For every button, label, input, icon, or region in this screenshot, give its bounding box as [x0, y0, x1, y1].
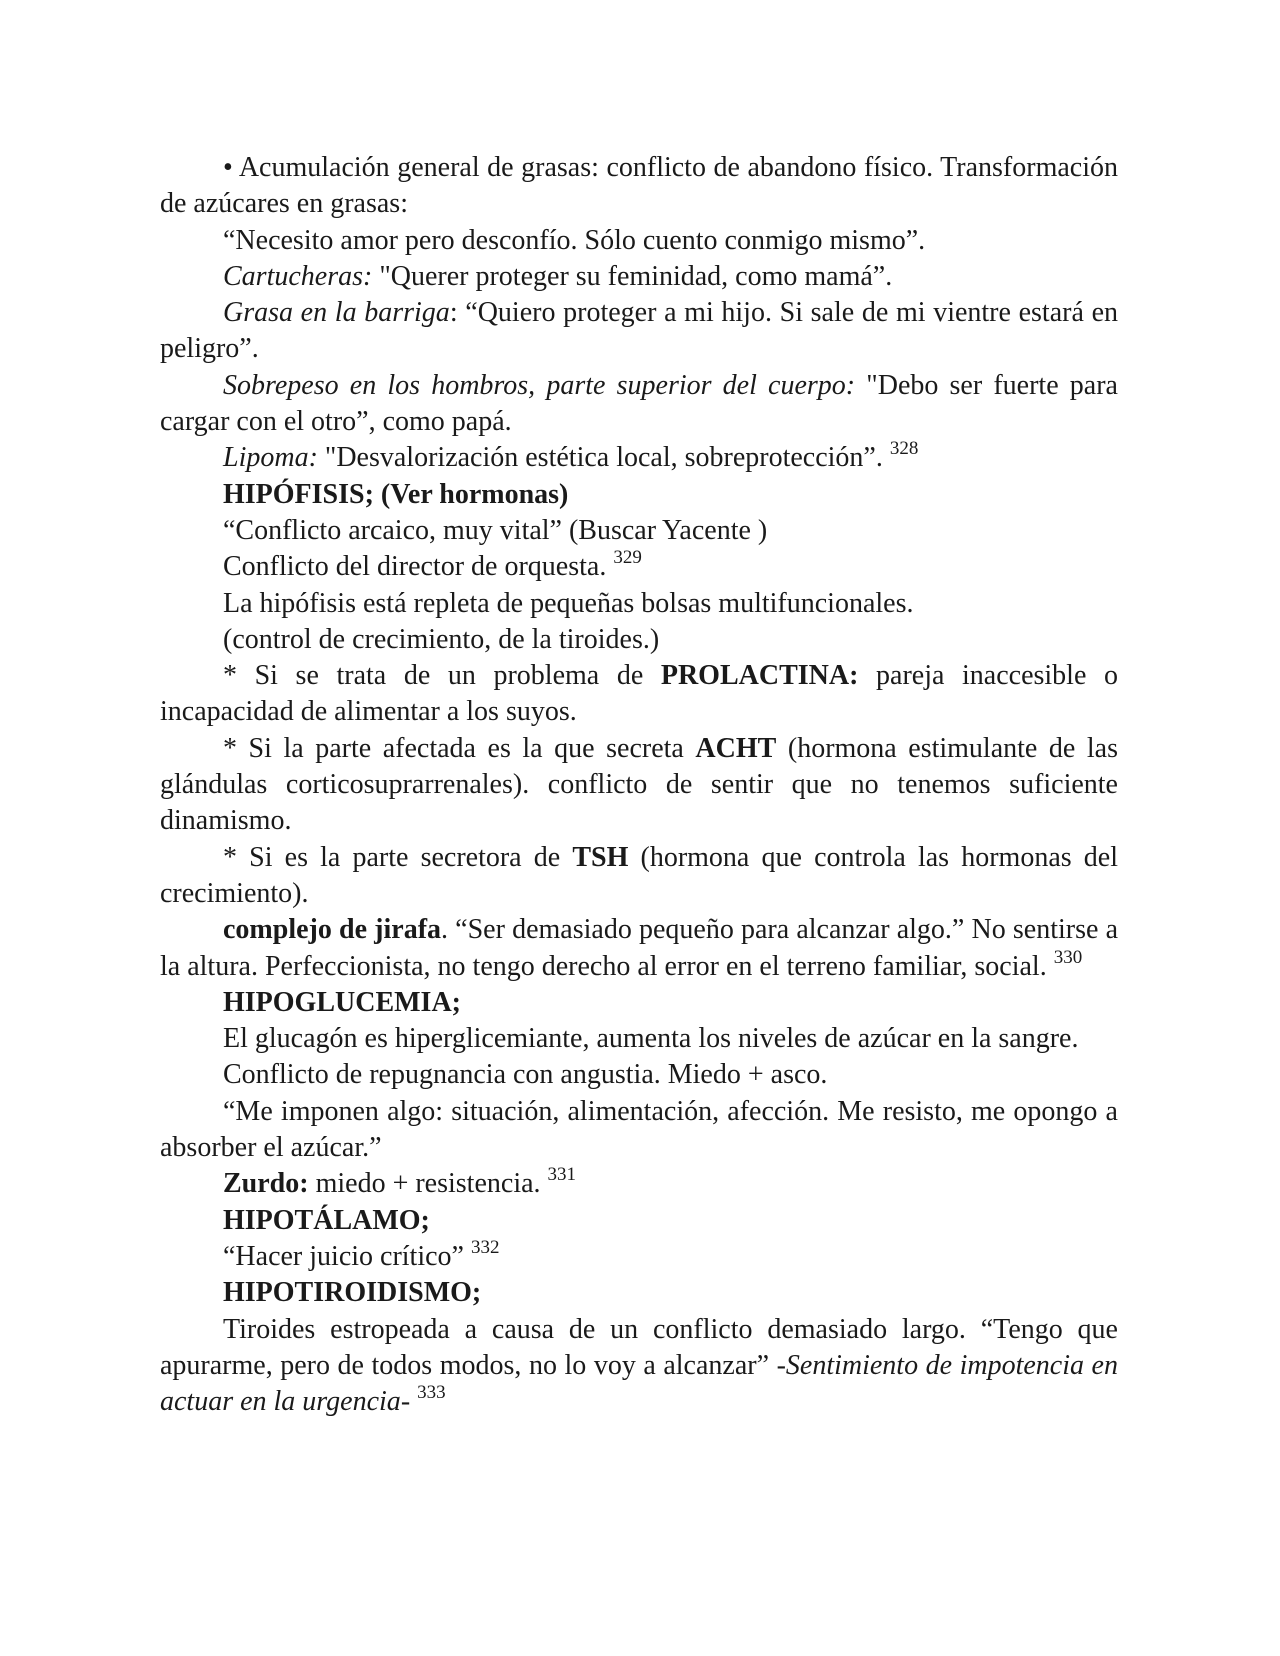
- heading-text: HIPOGLUCEMIA;: [223, 986, 461, 1018]
- term-hombros: Sobrepeso en los hombros, parte superior del cuerpo:: [223, 369, 856, 401]
- footnote-ref: 332: [470, 1236, 500, 1258]
- heading-hipotiroidismo: [160, 1275, 1118, 1311]
- text-post: (hormona estimulante de las glándulas corticosuprarrenales). conflicto de sentir que no tenemos suficiente dinamismo.: [160, 732, 1118, 837]
- text-cartucheras: "Querer proteger su feminidad, como mamá”.: [372, 260, 893, 292]
- text-post: . “Ser demasiado pequeño para alcanzar algo.” No sentirse a la altura. Perfeccionista, no tengo derecho al error en el terreno familiar, social.: [160, 914, 1118, 982]
- footnote-ref: 333: [417, 1382, 446, 1404]
- paragraph-imponen: “Me imponen algo: situación, alimentación, afección. Me resisto, me opongo a absorber el azúcar.”: [160, 1095, 1118, 1164]
- footnote-ref: 330: [1053, 946, 1083, 968]
- term-prolactina: PROLACTINA:: [660, 660, 859, 692]
- paragraph-quote-amor: “Necesito amor pero desconfío. Sólo cuento conmigo mismo”.: [223, 224, 926, 256]
- heading-hipoglucemia: [160, 985, 1118, 1021]
- paragraph-jirafa: [160, 912, 1118, 985]
- text-post: (hormona que controla las hormonas del crecimiento).: [160, 841, 1118, 909]
- text-post: miedo + resistencia.: [308, 1168, 548, 1200]
- heading-hipofisis: [160, 477, 1118, 513]
- paragraph-juicio-critico: [160, 1236, 1118, 1275]
- paragraph-conflicto-arcaico: “Conflicto arcaico, muy vital” (Buscar Yacente ): [223, 514, 768, 546]
- term-jirafa: complejo de jirafa: [223, 914, 442, 946]
- footnote-ref: 329: [613, 547, 642, 569]
- term-lipoma: Lipoma:: [223, 442, 318, 474]
- paragraph-cartucheras: [160, 259, 1118, 295]
- text-pre: * Si se trata de un problema de: [223, 660, 661, 692]
- text-pre: * Si la parte afectada es la que secreta: [223, 732, 696, 764]
- footnote-ref: 331: [547, 1164, 577, 1186]
- text-hombros: "Debo ser fuerte para cargar con el otro”, como papá.: [160, 369, 1118, 438]
- term-acht: ACHT: [695, 732, 777, 764]
- paragraph-tiroides: [160, 1312, 1118, 1421]
- text-pre: * Si es la parte secretora de: [223, 841, 573, 873]
- text-lipoma: "Desvalorización estética local, sobreprotección”.: [317, 442, 890, 474]
- paragraph-barriga: [160, 295, 1118, 368]
- heading-text: HIPOTÁLAMO;: [223, 1204, 430, 1236]
- footnote-ref: 328: [889, 438, 919, 460]
- heading-text: HIPOTIROIDISMO;: [223, 1277, 482, 1309]
- paragraph-tsh: [160, 840, 1118, 913]
- term-zurdo: Zurdo:: [223, 1168, 309, 1200]
- heading-text: HIPÓFISIS; (Ver hormonas): [223, 478, 569, 510]
- term-impotencia: Sentimiento de impotencia en actuar en la urgencia: [160, 1349, 1118, 1418]
- document-page: [160, 150, 1118, 1420]
- paragraph-zurdo: [160, 1166, 1118, 1202]
- paragraph-bolsas: La hipófisis está repleta de pequeñas bolsas multifuncionales.: [223, 587, 914, 619]
- term-barriga: Grasa en la barriga: [223, 297, 450, 329]
- text-pre: Tiroides estropeada a causa de un conflicto demasiado largo. “Tengo que apurarme, pero de todos modos, no lo voy a alcanzar” -: [160, 1313, 1118, 1381]
- text-juicio: “Hacer juicio crítico”: [223, 1240, 471, 1272]
- paragraph-hombros: [160, 368, 1118, 441]
- text-director: Conflicto del director de orquesta.: [223, 551, 614, 583]
- paragraph-control-crecimiento: (control de crecimiento, de la tiroides.): [223, 623, 660, 655]
- paragraph-repugnancia: Conflicto de repugnancia con angustia. Miedo + asco.: [223, 1059, 828, 1091]
- text-post: pareja inaccesible o incapacidad de alimentar a los suyos.: [160, 660, 1118, 728]
- heading-hipotalamo: [160, 1203, 1118, 1239]
- text-barriga: : “Quiero proteger a mi hijo. Si sale de mi vientre estará en peligro”.: [160, 297, 1118, 365]
- term-tsh: TSH: [572, 841, 629, 873]
- term-cartucheras: Cartucheras:: [223, 260, 373, 292]
- paragraph-acht: [160, 731, 1118, 840]
- text-post: -: [400, 1386, 418, 1418]
- paragraph-grasas: • Acumulación general de grasas: conflicto de abandono físico. Transformación de azúcares en grasas:: [160, 152, 1118, 220]
- paragraph-lipoma: [160, 440, 1118, 476]
- paragraph-glucagon: El glucagón es hiperglicemiante, aumenta los niveles de azúcar en la sangre.: [223, 1023, 1079, 1055]
- paragraph-prolactina: [160, 658, 1118, 731]
- paragraph-director-orquesta: [160, 549, 1118, 585]
